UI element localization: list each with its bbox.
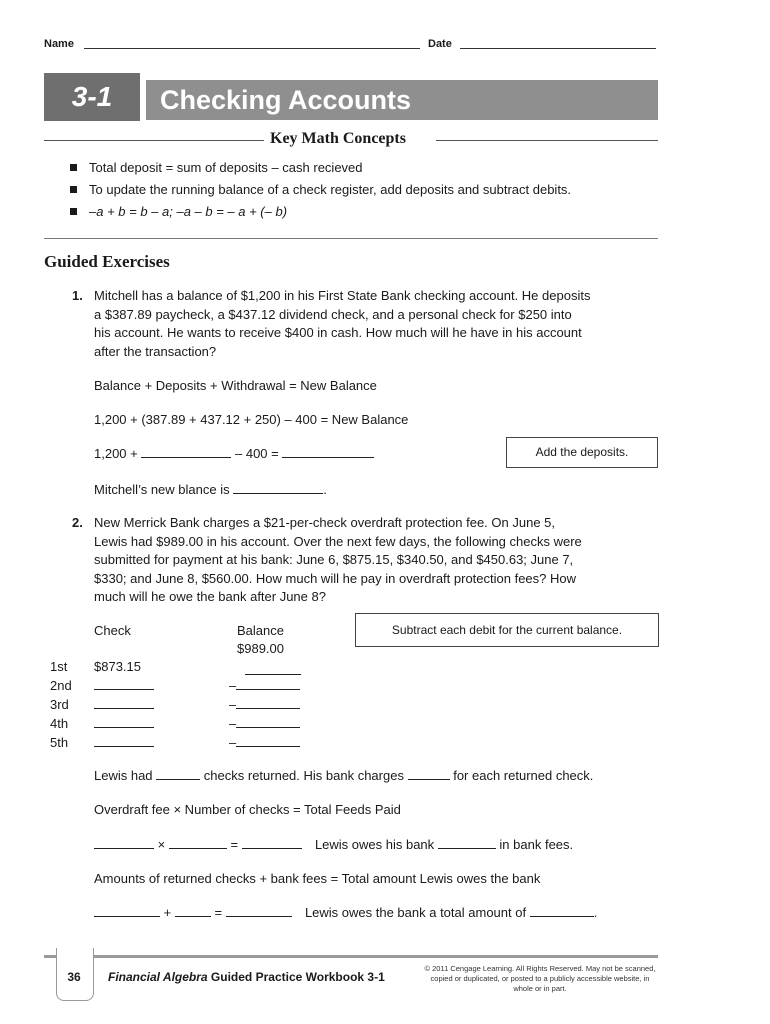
footer-bar <box>44 955 658 958</box>
exercise-1-result: Mitchell’s new blance is . <box>94 482 327 497</box>
kmc-bullet: To update the running balance of a check register, add deposits and subtract debits. <box>70 182 571 197</box>
total-calculation: + = Lewis owes the bank a total amount of . <box>94 905 597 920</box>
check-blank-3[interactable] <box>94 697 154 709</box>
kmc-heading: Key Math Concepts <box>270 130 406 147</box>
fee-amount-blank[interactable] <box>408 768 450 780</box>
title-band <box>44 80 658 120</box>
name-label: Name <box>44 38 74 50</box>
balance-blank-2[interactable] <box>236 678 300 690</box>
fee-formula: Overdraft fee × Number of checks = Total Feeds Paid <box>94 802 401 817</box>
check-blank-4[interactable] <box>94 716 154 728</box>
section-divider <box>44 238 658 239</box>
page-title: Checking Accounts <box>160 85 412 115</box>
table-row: 3rd <box>50 697 310 712</box>
square-bullet-icon <box>70 186 77 193</box>
final-balance-blank[interactable] <box>233 482 323 494</box>
deposit-sum-blank[interactable] <box>141 446 231 458</box>
total-fees-blank[interactable] <box>242 837 302 849</box>
exercise-2-problem: New Merrick Bank charges a $21-per-check overdraft protection fee. On June 5, Lewis had $989.00 in his account. Over the next few days, the following checks were submitted for payment at his bank: June 6, $875.15, $340.50, and $450.63; June 7, $330; and June 8, $560.00. How much will he pay in overdraft protection fees? How much will he owe the bank after June 8? <box>94 515 582 604</box>
table-row: 4th <box>50 716 310 731</box>
num-checks-blank[interactable] <box>169 837 227 849</box>
total-owed-blank[interactable] <box>226 905 292 917</box>
exercise-1-formula: Balance + Deposits + Withdrawal = New Balance <box>94 378 377 393</box>
table-row: 5th <box>50 735 310 750</box>
name-field-line[interactable] <box>84 48 420 49</box>
balance-blank-3[interactable] <box>236 697 300 709</box>
starting-balance: $989.00 <box>237 641 284 656</box>
table-row: – <box>229 697 300 712</box>
square-bullet-icon <box>70 208 77 215</box>
exercise-1-problem: Mitchell has a balance of $1,200 in his First State Bank checking account. He deposits a $387.89 paycheck, a $437.12 dividend check, and a personal check for $250 into his account. He wants to receive $400 in cash. How much will he have in his account after the transaction? <box>94 288 591 359</box>
check-blank-2[interactable] <box>94 678 154 690</box>
returned-amount-blank[interactable] <box>94 905 160 917</box>
hint-box-subtract-debits: Subtract each debit for the current balance. <box>355 613 659 647</box>
copyright-notice: © 2011 Cengage Learning. All Rights Reserved. May not be scanned, copied or duplicated, or posted to a publicly accessible website, in whole or in part. <box>424 964 656 993</box>
column-header-balance: Balance <box>237 623 284 638</box>
new-balance-blank[interactable] <box>282 446 374 458</box>
band-separator <box>140 80 146 120</box>
exercise-2-number: 2. <box>72 515 83 530</box>
footer-book-title: Financial Algebra Guided Practice Workbook 3-1 <box>108 970 385 984</box>
column-header-check: Check <box>94 623 131 638</box>
hint-box-add-deposits: Add the deposits. <box>506 437 658 468</box>
returned-checks-sentence: Lewis had checks returned. His bank charges for each returned check. <box>94 768 594 783</box>
date-label: Date <box>428 38 452 50</box>
table-row: 1st $873.15 <box>50 659 141 674</box>
exercise-1-number: 1. <box>72 288 83 303</box>
check-blank-5[interactable] <box>94 735 154 747</box>
table-row: 2nd <box>50 678 310 693</box>
returned-count-blank[interactable] <box>156 768 200 780</box>
balance-blank-4[interactable] <box>236 716 300 728</box>
page-number: 36 <box>67 970 81 984</box>
fee-calculation: × = Lewis owes his bank in bank fees. <box>94 837 573 852</box>
exercise-1-step2: 1,200 + – 400 = <box>94 446 374 461</box>
table-row: – <box>229 716 300 731</box>
section-number: 3-1 <box>44 73 140 121</box>
fee-blank[interactable] <box>94 837 154 849</box>
table-row: – <box>229 678 300 693</box>
guided-exercises-heading: Guided Exercises <box>44 252 170 271</box>
bank-fees-total-blank[interactable] <box>175 905 211 917</box>
kmc-bullet: –a + b = b – a; –a – b = – a + (– b) <box>70 204 287 219</box>
kmc-rule-left <box>44 140 264 141</box>
square-bullet-icon <box>70 164 77 171</box>
amount-owed-blank[interactable] <box>530 905 594 917</box>
bank-fees-blank[interactable] <box>438 837 496 849</box>
balance-blank-1[interactable] <box>245 663 301 675</box>
total-formula: Amounts of returned checks + bank fees = Total amount Lewis owes the bank <box>94 871 541 886</box>
kmc-bullet: Total deposit = sum of deposits – cash recieved <box>70 160 363 175</box>
date-field-line[interactable] <box>460 48 656 49</box>
exercise-1-step1: 1,200 + (387.89 + 437.12 + 250) – 400 = New Balance <box>94 412 409 427</box>
table-row: – <box>229 735 300 750</box>
balance-blank-5[interactable] <box>236 735 300 747</box>
kmc-rule-right <box>436 140 658 141</box>
